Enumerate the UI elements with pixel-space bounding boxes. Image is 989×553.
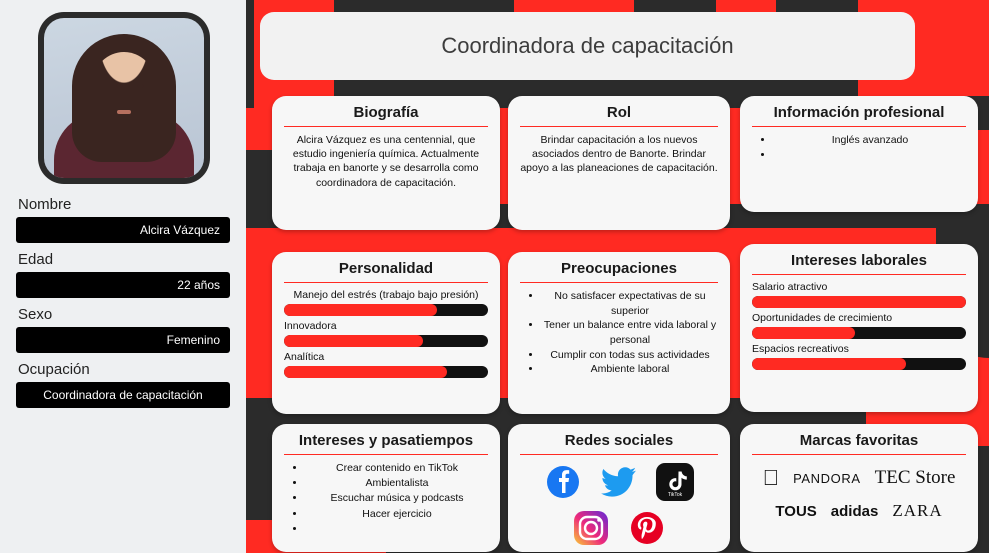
card-marcas-favoritas xyxy=(740,424,978,552)
bar-track xyxy=(752,327,966,339)
list-item: • Escuchar música y podcasts xyxy=(306,491,488,506)
card-redes-sociales-title: Redes sociales xyxy=(520,432,718,455)
bar-group-intereses-laborales xyxy=(752,281,966,370)
bar-track xyxy=(284,335,488,347)
portrait-eye-left xyxy=(116,84,123,88)
list-item: • Tener un balance entre vida laboral y personal xyxy=(542,318,718,347)
bar-track xyxy=(284,304,488,316)
portrait-eye-right xyxy=(137,84,144,88)
card-biografia xyxy=(272,96,500,230)
bar-label: Analítica xyxy=(284,351,325,363)
card-intereses-pasatiempos-title: Intereses y pasatiempos xyxy=(284,432,488,455)
brand-label: ZARA xyxy=(892,492,943,512)
social-icons-row-1 xyxy=(520,463,718,501)
list-item: • Cumplir con todas sus actividades xyxy=(542,348,718,363)
card-rol-text: Brindar capacitación a los nuevos asociados dentro de Banorte. Brindar apoyo a las planeaciones de capacitación. xyxy=(520,134,718,175)
bar-label: Oportunidades de crecimiento xyxy=(752,312,893,324)
field-nombre-value: Alcira Vázquez xyxy=(16,217,230,243)
card-intereses-laborales xyxy=(740,244,978,412)
pinterest-icon[interactable] xyxy=(628,509,666,547)
brand-row-2 xyxy=(752,492,966,521)
field-nombre-label: Nombre xyxy=(18,196,72,213)
bar-track xyxy=(752,296,966,308)
field-sexo xyxy=(0,306,246,353)
tiktok-icon[interactable] xyxy=(656,463,694,501)
brand-label: adidas xyxy=(830,493,879,511)
list-item: • Ambiente laboral xyxy=(542,362,718,377)
instagram-icon[interactable] xyxy=(572,509,610,547)
card-biografia-text: Alcira Vázquez es una centennial, que estudio ingeniería química. Actualmente trabaja en banorte y se desarrolla como coordinadora de capacitación. xyxy=(292,134,480,189)
social-icons-row-2 xyxy=(520,509,718,547)
field-ocupacion xyxy=(0,361,246,408)
card-marcas-favoritas-title: Marcas favoritas xyxy=(752,432,966,455)
card-personalidad-title: Personalidad xyxy=(284,260,488,283)
card-informacion-profesional-list xyxy=(752,133,966,163)
card-informacion-profesional-title: Información profesional xyxy=(752,104,966,127)
brand-label: TEC Store xyxy=(866,463,948,484)
brand-label: TOUS xyxy=(775,493,817,511)
card-intereses-pasatiempos-list xyxy=(284,461,488,537)
brand-row-1 xyxy=(752,465,966,491)
list-item xyxy=(306,522,488,537)
field-edad-label: Edad xyxy=(18,251,54,268)
avatar xyxy=(38,12,210,184)
card-intereses-pasatiempos xyxy=(272,424,500,552)
twitter-icon[interactable] xyxy=(600,463,638,501)
page-title xyxy=(260,12,915,80)
avatar-image xyxy=(44,18,204,178)
bar-fill xyxy=(752,358,906,370)
card-informacion-profesional xyxy=(740,96,978,212)
bar-fill xyxy=(752,296,966,308)
bar-label: Manejo del estrés (trabajo bajo presión) xyxy=(293,289,479,301)
list-item: • Crear contenido en TikTok xyxy=(306,461,488,476)
apple-logo-icon xyxy=(763,465,780,491)
card-personalidad xyxy=(272,252,500,414)
bar-track xyxy=(752,358,966,370)
list-item: • Inglés avanzado xyxy=(774,133,966,148)
card-preocupaciones xyxy=(508,252,730,414)
field-sexo-label: Sexo xyxy=(18,306,53,323)
card-preocupaciones-title: Preocupaciones xyxy=(520,260,718,283)
brand-label: PANDORA xyxy=(784,466,853,482)
svg-text:TikTok: TikTok xyxy=(667,492,683,498)
field-nombre xyxy=(0,196,246,243)
page-title-text: Coordinadora de capacitación xyxy=(441,33,734,58)
bar-label: Salario atractivo xyxy=(752,281,828,293)
bar-label: Espacios recreativos xyxy=(752,343,849,355)
field-edad xyxy=(0,251,246,298)
card-redes-sociales xyxy=(508,424,730,552)
card-biografia-title: Biografía xyxy=(284,104,488,127)
bar-group-personalidad xyxy=(284,289,488,378)
bar-label: Innovadora xyxy=(284,320,337,332)
profile-sidebar xyxy=(0,0,246,553)
list-item: • No satisfacer expectativas de su superior xyxy=(542,289,718,318)
field-ocupacion-value: Coordinadora de capacitación xyxy=(16,382,230,408)
bar-fill xyxy=(284,335,423,347)
card-rol-title: Rol xyxy=(520,104,718,127)
facebook-icon[interactable] xyxy=(544,463,582,501)
bar-fill xyxy=(284,304,437,316)
field-ocupacion-label: Ocupación xyxy=(18,361,90,378)
list-item: • Ambientalista xyxy=(306,476,488,491)
bar-track xyxy=(284,366,488,378)
list-item xyxy=(774,148,966,163)
field-edad-value: 22 años xyxy=(16,272,230,298)
field-sexo-value: Femenino xyxy=(16,327,230,353)
portrait-mouth xyxy=(117,110,131,114)
card-rol xyxy=(508,96,730,230)
bar-fill xyxy=(752,327,855,339)
bar-fill xyxy=(284,366,447,378)
card-preocupaciones-list xyxy=(520,289,718,377)
card-intereses-laborales-title: Intereses laborales xyxy=(752,252,966,275)
list-item: • Hacer ejercicio xyxy=(306,507,488,522)
